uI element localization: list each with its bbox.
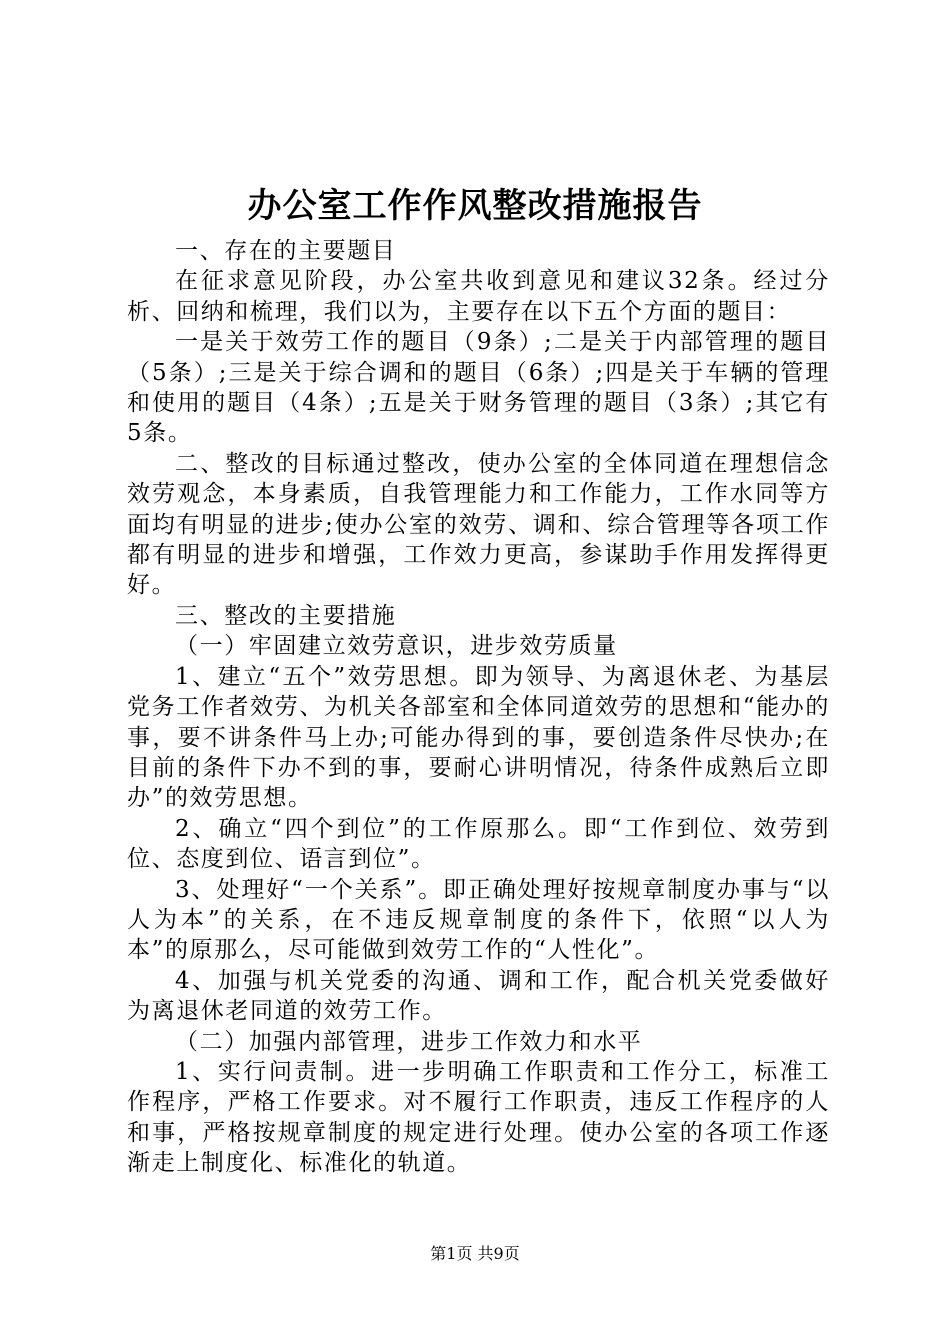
section-heading-measures: 三、整改的主要措施: [175, 602, 397, 629]
subheading-management: （二）加强内部管理，进步工作效力和水平: [175, 1028, 643, 1055]
paragraph-measure-4: 4、加强与机关党委的沟通、调和工作，配合机关党委做好为离退休老同道的效劳工作。: [127, 967, 830, 1025]
section-heading-problems: 一、存在的主要题目: [175, 238, 397, 264]
paragraph-measure-3: 3、处理好“一个关系”。即正确处理好按规章制度办事与“以人为本”的关系，在不违反规章制度的条件下，依照“以人为本”的原那么，尽可能做到效劳工作的“人性化”。: [127, 876, 830, 964]
paragraph-problem-list: 一是关于效劳工作的题目（9条）;二是关于内部管理的题目（5条）;三是关于综合调和的题目（6条）;四是关于车辆的管理和使用的题目（4条）;五是关于财务管理的题目（3条）;其它有5条。: [127, 329, 830, 447]
paragraph-accountability: 1、实行问责制。进一步明确工作职责和工作分工，标准工作程序，严格工作要求。对不履行工作职责，违反工作程序的人和事，严格按规章制度的规定进行处理。使办公室的各项工作逐渐走上制度化、标准化的轨道。: [127, 1058, 830, 1177]
subheading-service: （一）牢固建立效劳意识，进步效劳质量: [175, 633, 618, 660]
paragraph-measure-1: 1、建立“五个”效劳思想。即为领导、为离退休老、为基层党务工作者效劳、为机关各部室和全体同道效劳的思想和“能办的事，要不讲条件马上办;可能办得到的事，要创造条件尽快办;在目前的条件下办不到的事，要耐心讲明情况，待条件成熟后立即办”的效劳思想。: [127, 663, 830, 812]
paragraph-goals: 二、整改的目标通过整改，使办公室的全体同道在理想信念效劳观念，本身素质，自我管理能力和工作能力，工作水同等方面均有明显的进步;使办公室的效劳、调和、综合管理等各项工作都有明显的进步和增强，工作效力更高，参谋助手作用发挥得更好。: [127, 450, 830, 599]
paragraph-measure-2: 2、确立“四个到位”的工作原那么。即“工作到位、效劳到位、态度到位、语言到位”。: [127, 815, 830, 873]
paragraph-opinions: 在征求意见阶段，办公室共收到意见和建议32条。经过分析、回纳和梳理，我们以为，主要存在以下五个方面的题目：: [127, 268, 830, 325]
page-number: 第1页 共9页: [430, 1244, 520, 1263]
document-body: [127, 236, 830, 1179]
document-title: 办公室工作作风整改措施报告: [247, 186, 703, 226]
